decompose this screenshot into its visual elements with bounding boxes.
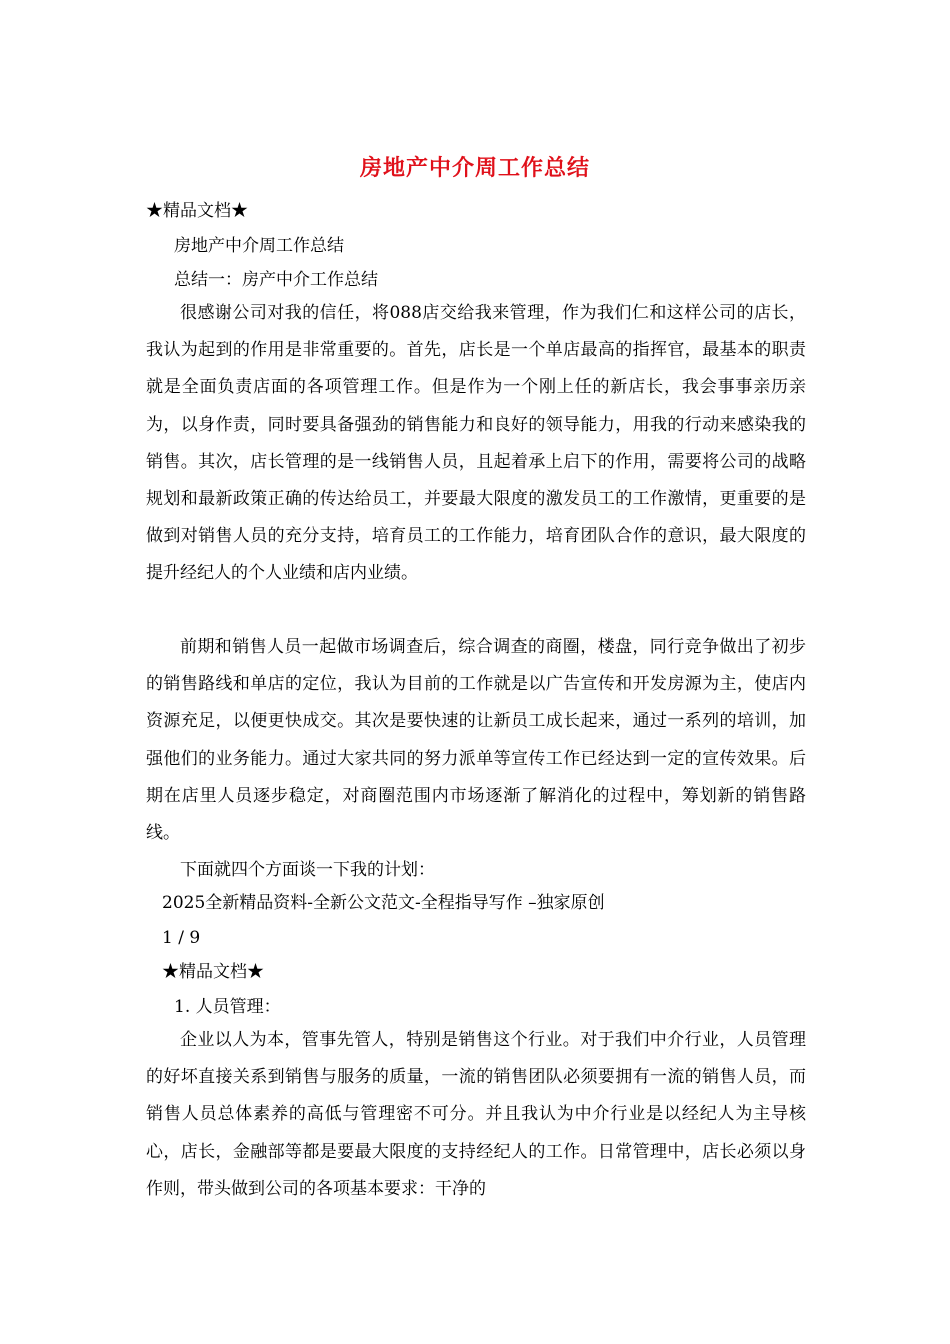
document-title: 房地产中介周工作总结	[359, 155, 590, 181]
list-item-heading: 1. 人员管理：	[174, 997, 281, 1017]
body-paragraph: 前期和销售人员一起做市场调查后，综合调查的商圈，楼盘，同行竞争做出了初步的销售路线和单店的定位，我认为目前的工作就是以广告宣传和开发房源为主，使店内资源充足，以便更快成交。其次是要快速的让新员工成长起来，通过一系列的培训，加强他们的业务能力。通过大家共同的努力派单等宣传工作已经达到一定的宣传效果。后期在店里人员逐步稳定，对商圈范围内市场逐渐了解消化的过程中，筹划新的销售路线。	[146, 637, 806, 844]
footer-note: 2025全新精品资料-全新公文范文-全程指导写作 –独家原创	[162, 893, 605, 913]
section-heading: 总结一：房产中介工作总结	[174, 270, 378, 290]
document-subtitle: 房地产中介周工作总结	[174, 236, 344, 256]
header-tag: ★精品文档★	[146, 201, 248, 221]
body-paragraph: 很感谢公司对我的信任，将088店交给我来管理，作为我们仁和这样公司的店长，我认为起到的作用是非常重要的。首先，店长是一个单店最高的指挥官，最基本的职责就是全面负责店面的各项管理工作。但是作为一个刚上任的新店长，我会事事亲历亲为，以身作责，同时要具备强劲的销售能力和良好的领导能力，用我的行动来感染我的销售。其次，店长管理的是一线销售人员，且起着承上启下的作用，需要将公司的战略规划和最新政策正确的传达给员工，并要最大限度的激发员工的工作激情，更重要的是做到对销售人员的充分支持，培育员工的工作能力，培育团队合作的意识，最大限度的提升经纪人的个人业绩和店内业绩。	[146, 303, 806, 584]
body-paragraph: 下面就四个方面谈一下我的计划：	[180, 860, 435, 880]
header-tag: ★精品文档★	[162, 962, 264, 982]
page-indicator: 1 / 9	[162, 928, 201, 948]
body-paragraph: 企业以人为本，管事先管人，特别是销售这个行业。对于我们中介行业，人员管理的好坏直接关系到销售与服务的质量，一流的销售团队必须要拥有一流的销售人员，而销售人员总体素养的高低与管理密不可分。并且我认为中介行业是以经纪人为主导核心，店长，金融部等都是要最大限度的支持经纪人的工作。日常管理中，店长必须以身作则，带头做到公司的各项基本要求：干净的	[146, 1030, 806, 1199]
